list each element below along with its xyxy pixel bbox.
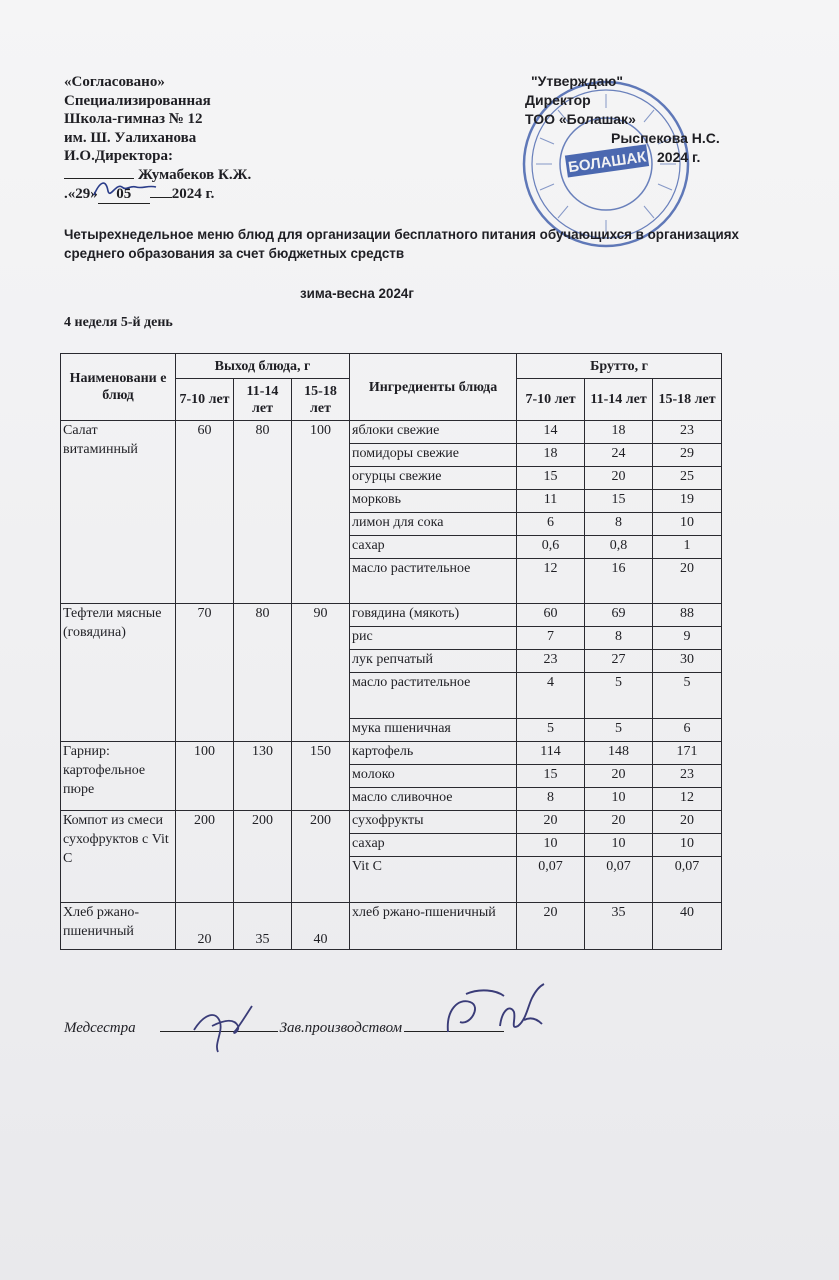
production-manager-label: Зав.производством bbox=[279, 1020, 403, 1036]
brutto-b3: 29 bbox=[653, 444, 722, 467]
brutto-b2: 24 bbox=[585, 444, 653, 467]
brutto-b1: 0,07 bbox=[517, 857, 585, 903]
ingredient-name: молоко bbox=[350, 765, 517, 788]
stamp-label: БОЛАШАК bbox=[567, 148, 648, 177]
brutto-b1: 6 bbox=[517, 513, 585, 536]
brutto-b1: 8 bbox=[517, 788, 585, 811]
table-header-row bbox=[61, 354, 722, 379]
brutto-b1: 23 bbox=[517, 650, 585, 673]
header-brutto: Брутто, г bbox=[517, 354, 722, 379]
company-director-name: Рыспекова Н.С. bbox=[611, 130, 720, 146]
ingredient-name: Vit C bbox=[350, 857, 517, 903]
brutto-b3: 20 bbox=[653, 559, 722, 604]
brutto-b2: 20 bbox=[585, 467, 653, 490]
brutto-b2: 27 bbox=[585, 650, 653, 673]
ingredient-name: лук репчатый bbox=[350, 650, 517, 673]
brutto-b3: 20 bbox=[653, 811, 722, 834]
approved-label: "Утверждаю" bbox=[531, 73, 623, 89]
brutto-b3: 171 bbox=[653, 742, 722, 765]
brutto-b2: 20 bbox=[585, 765, 653, 788]
brutto-b3: 40 bbox=[653, 903, 722, 950]
brutto-b1: 20 bbox=[517, 811, 585, 834]
menu-table bbox=[60, 353, 722, 950]
ingredient-name: яблоки свежие bbox=[350, 421, 517, 444]
dish-name: Хлеб ржано-пшеничный bbox=[61, 903, 176, 950]
brutto-b3: 5 bbox=[653, 673, 722, 719]
header-brutto-age-11-14: 11-14 лет bbox=[585, 379, 653, 421]
brutto-b1: 4 bbox=[517, 673, 585, 719]
header-output: Выход блюда, г bbox=[176, 354, 350, 379]
agreed-label: «Согласовано» bbox=[64, 74, 165, 90]
school-name: Школа-гимназ № 12 bbox=[64, 111, 203, 128]
ingredient-name: помидоры свежие bbox=[350, 444, 517, 467]
menu-table-body bbox=[61, 421, 722, 950]
ingredient-name: лимон для сока bbox=[350, 513, 517, 536]
dish-output-o1: 20 bbox=[176, 903, 234, 950]
header-output-age-11-14: 11-14 лет bbox=[234, 379, 292, 421]
header-output-age-15-18: 15-18 лет bbox=[292, 379, 350, 421]
dish-output-o2: 200 bbox=[234, 811, 292, 903]
brutto-b1: 5 bbox=[517, 719, 585, 742]
brutto-b2: 15 bbox=[585, 490, 653, 513]
brutto-b2: 5 bbox=[585, 673, 653, 719]
brutto-b3: 1 bbox=[653, 536, 722, 559]
dish-output-o1: 60 bbox=[176, 421, 234, 604]
company-name: ТОО «Болашак» bbox=[525, 111, 636, 127]
table-row bbox=[61, 604, 722, 627]
dish-output-o2: 80 bbox=[234, 421, 292, 604]
table-row bbox=[61, 421, 722, 444]
brutto-b3: 9 bbox=[653, 627, 722, 650]
dish-output-o3: 150 bbox=[292, 742, 350, 811]
brutto-b1: 20 bbox=[517, 903, 585, 950]
brutto-b2: 0,07 bbox=[585, 857, 653, 903]
brutto-b1: 7 bbox=[517, 627, 585, 650]
ingredient-name: хлеб ржано-пшеничный bbox=[350, 903, 517, 950]
ingredient-name: огурцы свежие bbox=[350, 467, 517, 490]
dish-output-o2: 130 bbox=[234, 742, 292, 811]
brutto-b2: 69 bbox=[585, 604, 653, 627]
ingredient-name: мука пшеничная bbox=[350, 719, 517, 742]
header-brutto-age-7-10: 7-10 лет bbox=[517, 379, 585, 421]
brutto-b2: 10 bbox=[585, 788, 653, 811]
brutto-b3: 23 bbox=[653, 421, 722, 444]
brutto-b2: 5 bbox=[585, 719, 653, 742]
dish-name: Салат витаминный bbox=[61, 421, 176, 604]
dish-name: Гарнир: картофельное пюре bbox=[61, 742, 176, 811]
brutto-b2: 0,8 bbox=[585, 536, 653, 559]
director-signature bbox=[90, 175, 160, 203]
nurse-signature bbox=[190, 1000, 260, 1056]
brutto-b1: 0,6 bbox=[517, 536, 585, 559]
brutto-b1: 11 bbox=[517, 490, 585, 513]
dish-output-o3: 100 bbox=[292, 421, 350, 604]
approval-year: 2024 г. bbox=[171, 185, 215, 202]
brutto-b2: 16 bbox=[585, 559, 653, 604]
brutto-b3: 30 bbox=[653, 650, 722, 673]
brutto-b3: 25 bbox=[653, 467, 722, 490]
document-title: Четырехнедельное меню блюд для организации бесплатного питания обучающихся в организациях среднего образования за счет бюджетных средств bbox=[64, 227, 739, 261]
dish-name: Компот из смеси сухофруктов с Vit C bbox=[61, 811, 176, 903]
brutto-b2: 8 bbox=[585, 513, 653, 536]
ingredient-name: сахар bbox=[350, 834, 517, 857]
dish-output-o1: 200 bbox=[176, 811, 234, 903]
brutto-b3: 0,07 bbox=[653, 857, 722, 903]
brutto-b2: 18 bbox=[585, 421, 653, 444]
header-output-age-7-10: 7-10 лет bbox=[176, 379, 234, 421]
header-ingredients: Ингредиенты блюда bbox=[350, 354, 517, 421]
dish-name: Тефтели мясные (говядина) bbox=[61, 604, 176, 742]
brutto-b2: 35 bbox=[585, 903, 653, 950]
ingredient-name: картофель bbox=[350, 742, 517, 765]
dish-output-o3: 200 bbox=[292, 811, 350, 903]
table-row bbox=[61, 811, 722, 834]
brutto-b2: 148 bbox=[585, 742, 653, 765]
table-row bbox=[61, 903, 722, 950]
ingredient-name: масло растительное bbox=[350, 673, 517, 719]
table-row bbox=[61, 742, 722, 765]
brutto-b1: 114 bbox=[517, 742, 585, 765]
brutto-b1: 10 bbox=[517, 834, 585, 857]
brutto-b3: 10 bbox=[653, 513, 722, 536]
brutto-b1: 15 bbox=[517, 765, 585, 788]
signatures-footer bbox=[64, 1020, 504, 1037]
ingredient-name: говядина (мякоть) bbox=[350, 604, 517, 627]
ingredient-name: масло растительное bbox=[350, 559, 517, 604]
ingredient-name: морковь bbox=[350, 490, 517, 513]
season-label: зима-весна 2024г bbox=[300, 286, 414, 301]
ingredient-name: масло сливочное bbox=[350, 788, 517, 811]
brutto-b2: 20 bbox=[585, 811, 653, 834]
brutto-b3: 19 bbox=[653, 490, 722, 513]
director-label: И.О.Директора: bbox=[64, 148, 173, 165]
approval-month: 05 bbox=[98, 185, 150, 205]
brutto-b2: 8 bbox=[585, 627, 653, 650]
dish-output-o3: 40 bbox=[292, 903, 350, 950]
brutto-b1: 18 bbox=[517, 444, 585, 467]
brutto-b3: 23 bbox=[653, 765, 722, 788]
nurse-label: Медсестра bbox=[64, 1020, 136, 1036]
manager-signature bbox=[440, 980, 550, 1044]
brutto-b1: 15 bbox=[517, 467, 585, 490]
approval-block-right bbox=[525, 72, 720, 167]
dish-output-o2: 80 bbox=[234, 604, 292, 742]
ingredient-name: сухофрукты bbox=[350, 811, 517, 834]
brutto-b3: 6 bbox=[653, 719, 722, 742]
director-title: Директор bbox=[525, 92, 591, 108]
brutto-b3: 12 bbox=[653, 788, 722, 811]
approval-day: .«29» bbox=[64, 185, 98, 202]
brutto-b1: 60 bbox=[517, 604, 585, 627]
header-brutto-age-15-18: 15-18 лет bbox=[653, 379, 722, 421]
header-dish-name: Наименовани е блюд bbox=[61, 354, 176, 421]
school-type: Специализированная bbox=[64, 92, 211, 109]
dish-output-o1: 100 bbox=[176, 742, 234, 811]
brutto-b1: 12 bbox=[517, 559, 585, 604]
dish-output-o3: 90 bbox=[292, 604, 350, 742]
company-approval-year: 2024 г. bbox=[657, 149, 701, 165]
ingredient-name: сахар bbox=[350, 536, 517, 559]
brutto-b3: 10 bbox=[653, 834, 722, 857]
brutto-b1: 14 bbox=[517, 421, 585, 444]
week-day-label: 4 неделя 5-й день bbox=[64, 315, 173, 330]
brutto-b3: 88 bbox=[653, 604, 722, 627]
school-namesake: им. Ш. Уалиханова bbox=[64, 129, 197, 146]
ingredient-name: рис bbox=[350, 627, 517, 650]
dish-output-o1: 70 bbox=[176, 604, 234, 742]
brutto-b2: 10 bbox=[585, 834, 653, 857]
dish-output-o2: 35 bbox=[234, 903, 292, 950]
director-name: Жумабеков К.Ж. bbox=[138, 166, 252, 183]
